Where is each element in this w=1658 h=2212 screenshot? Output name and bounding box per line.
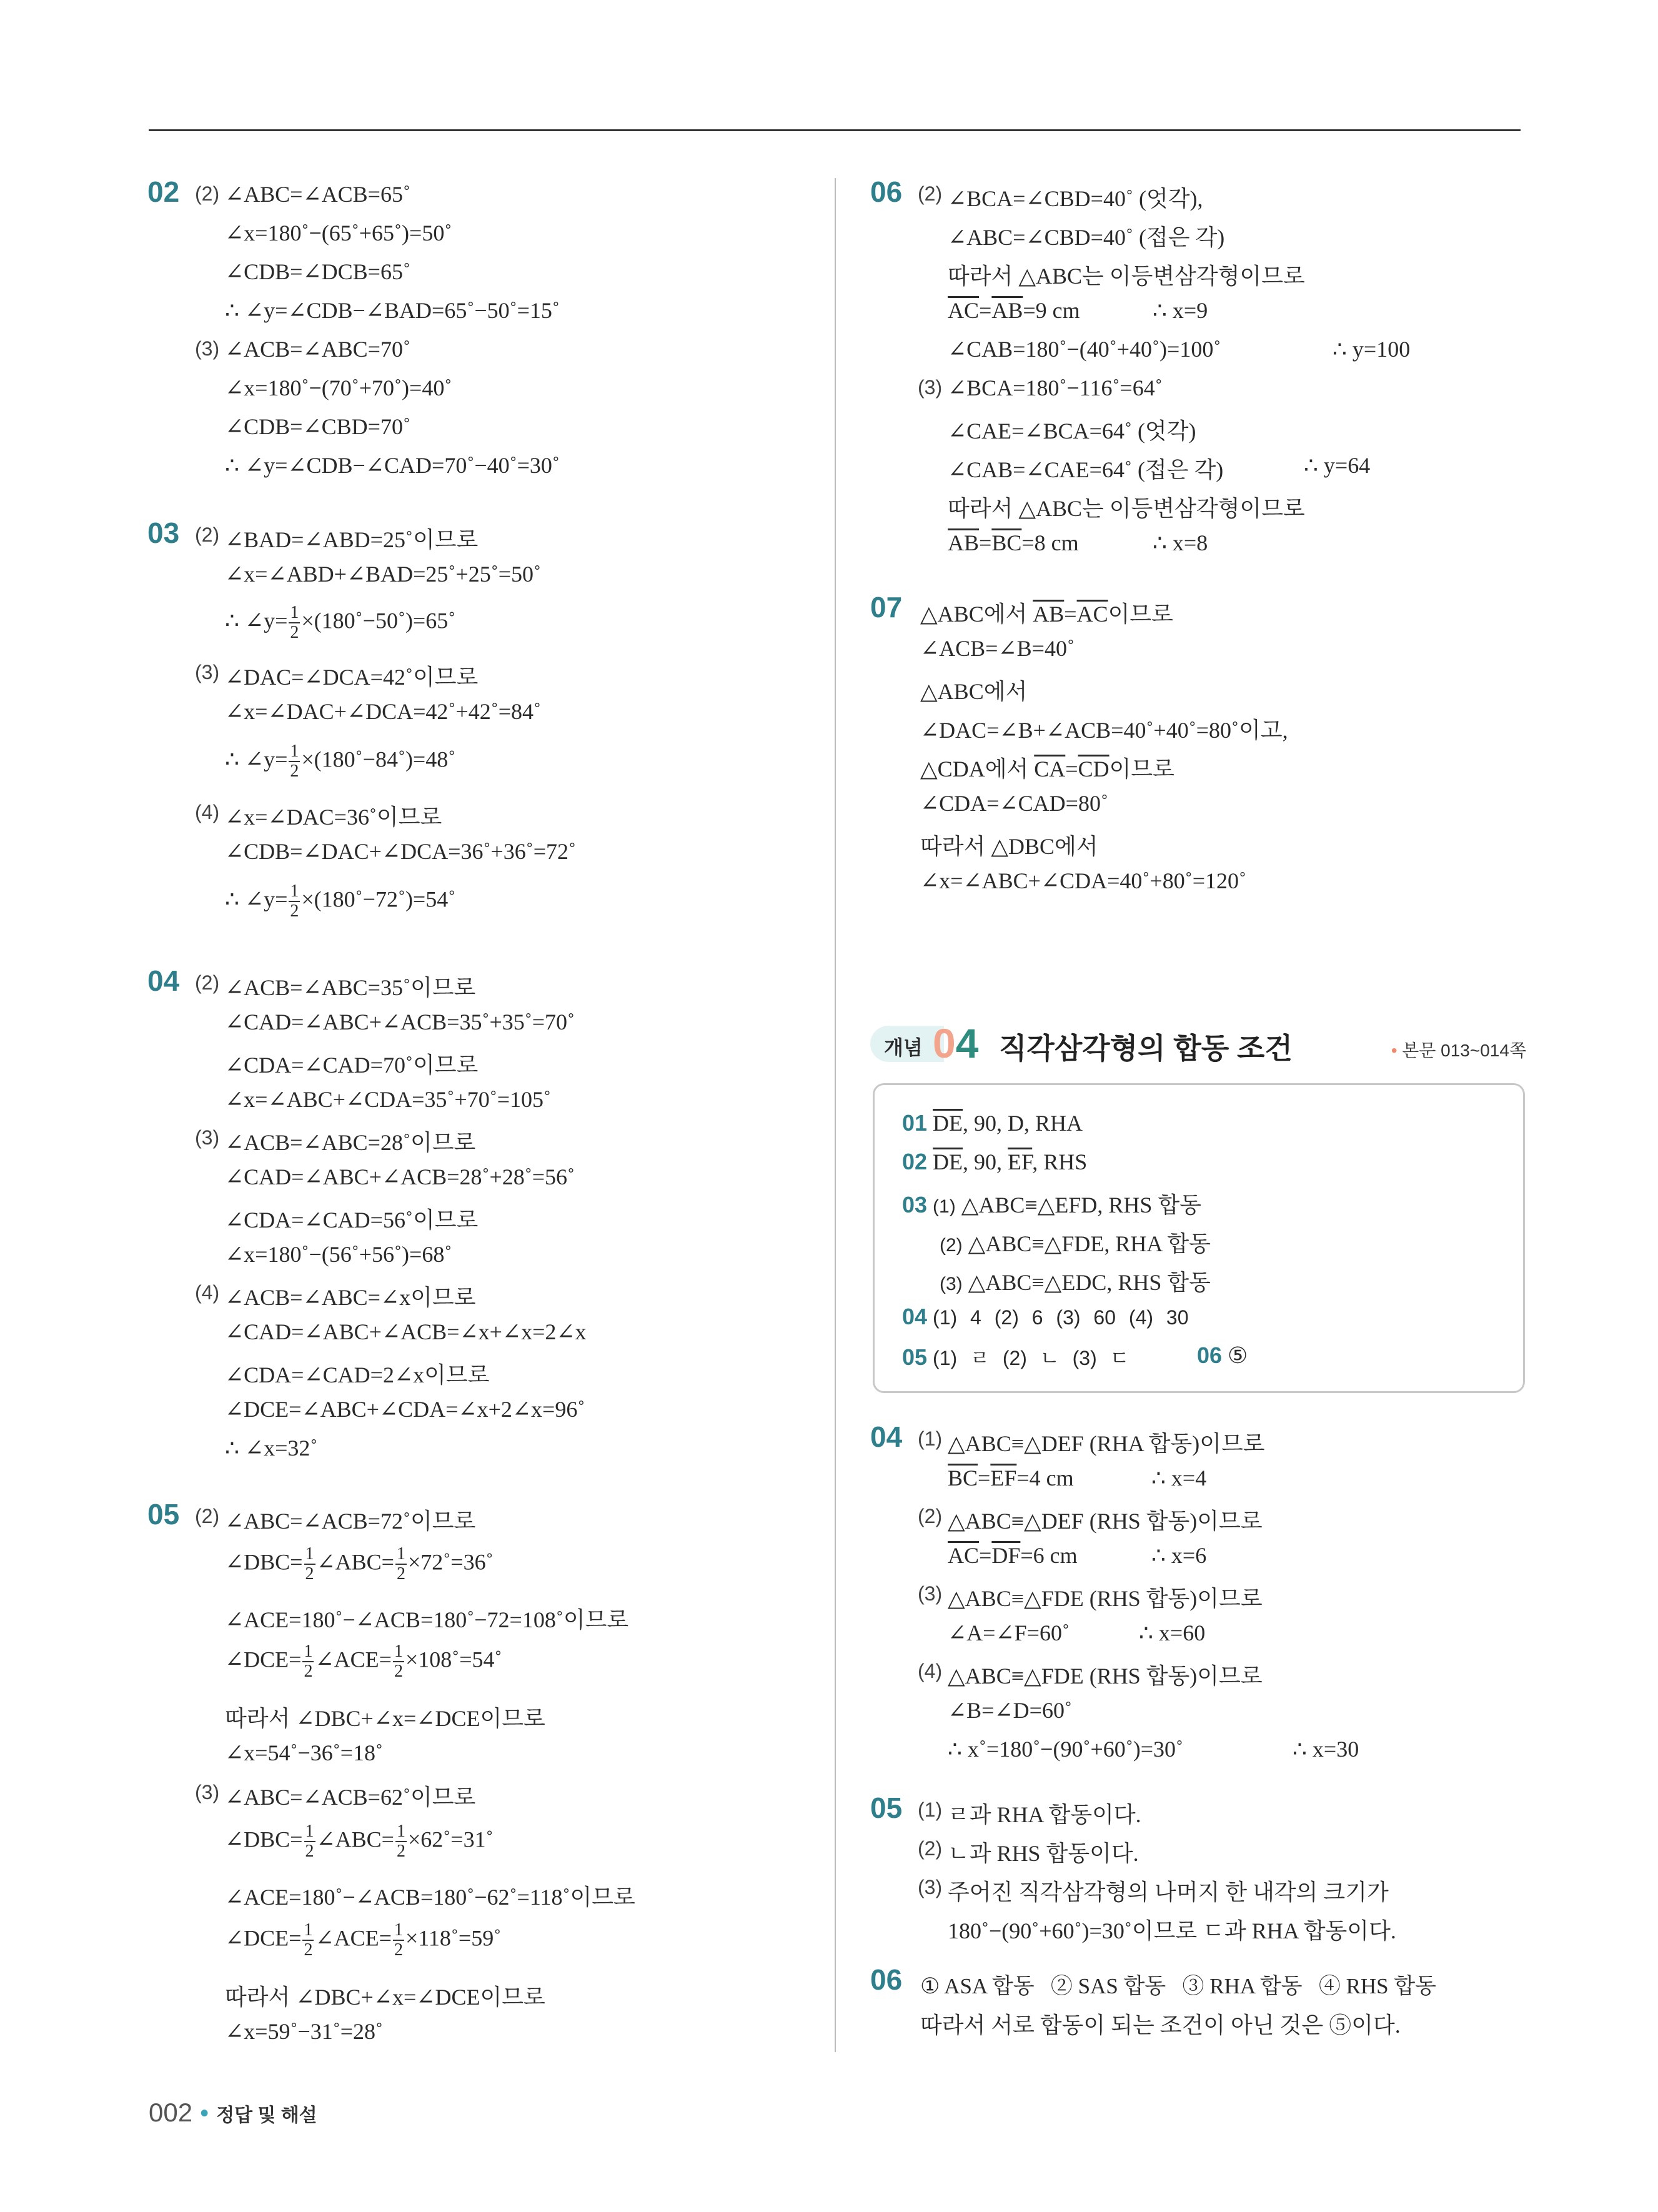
answer-number: 01 <box>902 1110 928 1136</box>
solution-line <box>948 530 1079 556</box>
solution-line <box>225 1822 494 1861</box>
solution-line: ∴ ∠x=32˚ <box>225 1436 318 1461</box>
solution-line: ∴ ∠y=∠CDB−∠BAD=65˚−50˚=15˚ <box>225 298 560 323</box>
answer-line <box>940 1226 1211 1258</box>
line-text: ∠ACE= <box>315 1647 392 1672</box>
problem-number: 05 <box>147 1498 180 1530</box>
solution-line: 180˚−(90˚+60˚)=30˚이므로 ㄷ과 RHA 합동이다. <box>948 1918 1396 1943</box>
answer-line <box>902 1342 1129 1371</box>
solution-line <box>920 751 1174 783</box>
line-text: 이므로 <box>1108 602 1173 627</box>
solution-line: ∠CDB=∠DCB=65˚ <box>225 259 410 284</box>
line-text: ∠ACE= <box>315 1925 392 1951</box>
solution-line <box>225 742 455 781</box>
line-text: ∠DCE= <box>225 1925 302 1951</box>
denominator: 2 <box>290 901 299 921</box>
denominator: 2 <box>397 1564 405 1584</box>
sub-label: (3) <box>195 337 220 360</box>
sub-label: (4) <box>195 1281 220 1304</box>
line-text: (1) ㄹ (2) ㄴ (3) ㄷ <box>933 1347 1129 1369</box>
sub-label: (3) <box>940 1274 963 1294</box>
segment: $\overline{BC}$ <box>948 1466 978 1490</box>
problem-number: 07 <box>870 591 903 623</box>
segment: $\overline{AB}$ <box>948 530 980 555</box>
segment: $\overline{DE}$ <box>933 1111 963 1136</box>
denominator: 2 <box>304 1940 313 1960</box>
numerator: 1 <box>304 1920 313 1940</box>
problem-number: 04 <box>870 1421 903 1453</box>
solution-line <box>948 1542 1078 1569</box>
segment: $\overline{AC}$ <box>948 298 980 323</box>
line-text: , 90, <box>963 1149 1008 1174</box>
line-text: =4 cm <box>1016 1466 1074 1490</box>
answer-line <box>902 1149 1087 1175</box>
problem-number: 03 <box>147 517 180 549</box>
fraction <box>289 742 300 781</box>
fraction <box>304 1822 315 1861</box>
solution-line: 따라서 서로 합동이 되는 조건이 아닌 것은 ⑤이다. <box>920 2013 1401 2038</box>
solution-line: ∠x=∠ABD+∠BAD=25˚+25˚=50˚ <box>225 562 541 587</box>
line-text: = <box>979 298 992 323</box>
problem-number: 05 <box>870 1792 903 1824</box>
solution-line: ∠x=∠ABC+∠CDA=40˚+80˚=120˚ <box>920 868 1246 893</box>
segment: $\overline{EF}$ <box>1008 1149 1033 1174</box>
line-text: ∠ABC= <box>316 1549 394 1575</box>
solution-line: ∠x=∠ABC+∠CDA=35˚+70˚=105˚ <box>225 1087 551 1112</box>
bullet-icon: • <box>200 2100 209 2127</box>
solution-line: ∴ x=60 <box>1139 1620 1206 1645</box>
solution-line: ∠CDA=∠CAD=2∠x이므로 <box>225 1362 490 1387</box>
solution-line: ∠CAD=∠ABC+∠ACB=28˚+28˚=56˚ <box>225 1164 575 1189</box>
line-text: , RHS <box>1032 1149 1088 1174</box>
line-text: =8 cm <box>1021 530 1079 555</box>
line-text: = <box>979 1543 992 1568</box>
numerator: 1 <box>305 1822 314 1841</box>
solution-line: △ABC≡△DEF (RHA 합동)이므로 <box>948 1431 1265 1456</box>
fraction <box>289 882 300 921</box>
solution-line: ㄹ과 RHA 합동이다. <box>948 1802 1141 1827</box>
line-text: ∠DBC= <box>225 1549 303 1575</box>
denominator: 2 <box>305 1564 314 1584</box>
solution-line: ∴ x=8 <box>1153 530 1208 555</box>
solution-line: ∠x=180˚−(70˚+70˚)=40˚ <box>225 375 452 400</box>
denominator: 2 <box>305 1842 314 1861</box>
solution-line: ∠B=∠D=60˚ <box>948 1698 1072 1723</box>
solution-line: ∠ABC=∠ACB=62˚이므로 <box>225 1785 476 1810</box>
solution-line: 따라서 ∠DBC+∠x=∠DCE이므로 <box>225 1985 545 2010</box>
line-text: △ABC에서 <box>920 602 1033 627</box>
page-footer <box>149 2098 317 2128</box>
solution-line: ∠x=59˚−31˚=28˚ <box>225 2019 384 2044</box>
solution-line: 따라서 △DBC에서 <box>920 834 1098 859</box>
solution-line: ∴ ∠y=∠CDB−∠CAD=70˚−40˚=30˚ <box>225 453 560 478</box>
solution-line: ∴ x=4 <box>1151 1466 1207 1490</box>
solution-line: ∠x=180˚−(56˚+56˚)=68˚ <box>225 1242 452 1267</box>
solution-line: △ABC에서 <box>920 679 1028 704</box>
segment: $\overline{AB}$ <box>991 298 1023 323</box>
sub-label: (2) <box>195 1505 220 1527</box>
denominator: 2 <box>397 1842 405 1861</box>
solution-line: ∠CDB=∠CBD=70˚ <box>225 414 410 439</box>
line-text: = <box>978 1466 991 1490</box>
column-divider <box>835 178 836 2052</box>
numerator: 1 <box>290 741 299 761</box>
page-number: 002 <box>149 2098 193 2127</box>
solution-line: ∠BAD=∠ABD=25˚이므로 <box>225 527 479 552</box>
sub-label: (4) <box>918 1660 943 1682</box>
solution-line: ∠ACE=180˚−∠ACB=180˚−62˚=118˚이므로 <box>225 1885 635 1910</box>
line-text: ×72˚=36˚ <box>408 1549 494 1575</box>
answer-line <box>902 1188 1201 1219</box>
denominator: 2 <box>394 1662 403 1681</box>
line-text: ×(180˚−72˚)=54˚ <box>301 886 456 912</box>
solution-line <box>225 603 455 642</box>
line-text: (1) 4 (2) 6 (3) 60 (4) 30 <box>933 1306 1189 1329</box>
fraction <box>393 1921 404 1960</box>
solution-line: ∠x=180˚−(65˚+65˚)=50˚ <box>225 221 452 246</box>
segment: $\overline{DF}$ <box>991 1543 1021 1568</box>
solution-line <box>225 1642 502 1681</box>
solution-line: ∠ABC=∠CBD=40˚ (접은 각) <box>948 225 1225 250</box>
sub-label: (1) <box>933 1196 956 1217</box>
solution-line: ∠ACB=∠ABC=70˚ <box>225 337 410 362</box>
solution-line <box>948 1465 1074 1491</box>
solution-line: ∠CDA=∠CAD=80˚ <box>920 791 1108 816</box>
solution-line: ∠ACB=∠B=40˚ <box>920 636 1075 661</box>
denominator: 2 <box>304 1662 313 1681</box>
line-text: ×(180˚−84˚)=48˚ <box>301 746 456 772</box>
concept-title: 직각삼각형의 합동 조건 <box>999 1032 1293 1064</box>
sub-label: (1) <box>918 1798 943 1821</box>
solution-line: ∠ACB=∠ABC=35˚이므로 <box>225 975 476 1000</box>
answer-line <box>902 1304 1189 1330</box>
solution-line: ∠ABC=∠ACB=72˚이므로 <box>225 1509 476 1534</box>
concept-number <box>933 1019 978 1067</box>
solution-line: ∴ x=30 <box>1293 1737 1359 1762</box>
solution-line: ∠CDB=∠DAC+∠DCA=36˚+36˚=72˚ <box>225 839 577 864</box>
reference-text: 본문 013~014쪽 <box>1402 1041 1526 1060</box>
sub-label: (2) <box>195 523 220 546</box>
line-text: = <box>1064 602 1077 627</box>
solution-line: ∠CAD=∠ABC+∠ACB=35˚+35˚=70˚ <box>225 1009 575 1034</box>
solution-line: ∠ACB=∠ABC=∠x이므로 <box>225 1285 476 1310</box>
numerator: 1 <box>397 1544 405 1564</box>
line-text: 이므로 <box>1109 756 1174 781</box>
fraction <box>302 1921 314 1960</box>
sub-label: (2) <box>195 182 220 205</box>
solution-line: ∠CAD=∠ABC+∠ACB=∠x+∠x=2∠x <box>225 1319 587 1344</box>
line-text: ×108˚=54˚ <box>405 1647 502 1672</box>
fraction <box>395 1545 407 1584</box>
solution-line: 따라서 △ABC는 이등변삼각형이므로 <box>948 496 1305 521</box>
sub-label: (2) <box>940 1235 963 1256</box>
sub-label: (3) <box>918 376 943 399</box>
line-text: △ABC≡△FDE, RHA 합동 <box>968 1231 1211 1256</box>
solution-line: ∠BCA=∠CBD=40˚ (엇각), <box>948 186 1203 211</box>
answer-line <box>940 1265 1211 1297</box>
concept-number-zero: 0 <box>933 1020 956 1066</box>
segment: $\overline{CD}$ <box>1078 756 1109 781</box>
segment: $\overline{CA}$ <box>1034 756 1066 781</box>
line-text: = <box>979 530 992 555</box>
sub-label: (2) <box>918 1837 943 1860</box>
line-text: , 90, D, RHA <box>963 1111 1083 1136</box>
line-text: =6 cm <box>1020 1543 1078 1568</box>
problem-number: 02 <box>147 176 180 208</box>
solution-line: ∴ x=9 <box>1153 298 1208 323</box>
line-text: ×118˚=59˚ <box>405 1925 502 1951</box>
denominator: 2 <box>290 623 299 642</box>
solution-line: ∴ y=100 <box>1333 337 1411 362</box>
answer-line <box>1197 1342 1248 1369</box>
solution-line: △ABC≡△FDE (RHS 합동)이므로 <box>948 1586 1263 1611</box>
solution-line: ∠x=∠DAC+∠DCA=42˚+42˚=84˚ <box>225 699 541 724</box>
concept-number-four: 4 <box>955 1020 979 1066</box>
solution-line: ∠CAB=∠CAE=64˚ (접은 각) <box>948 457 1224 482</box>
problem-number: 06 <box>870 1963 903 1996</box>
line-text: ∴ ∠y= <box>225 886 288 912</box>
answer-box <box>873 1083 1525 1393</box>
fraction <box>395 1822 407 1861</box>
solution-line: ∠DAC=∠DCA=42˚이므로 <box>225 665 479 690</box>
line-text: =9 cm <box>1023 298 1080 323</box>
solution-line: ∠x=54˚−36˚=18˚ <box>225 1740 384 1765</box>
answer-number: 03 <box>902 1192 928 1218</box>
segment: $\overline{AB}$ <box>1033 602 1065 627</box>
numerator: 1 <box>304 1642 313 1661</box>
segment: $\overline{AC}$ <box>1076 602 1108 627</box>
sub-label: (3) <box>195 661 220 683</box>
answer-line <box>902 1110 1083 1136</box>
line-text: ∴ ∠y= <box>225 746 288 772</box>
answer-number: 05 <box>902 1344 928 1370</box>
numerator: 1 <box>394 1642 403 1661</box>
numerator: 1 <box>290 603 299 622</box>
solution-line: ㄴ과 RHS 합동이다. <box>948 1841 1139 1866</box>
segment: $\overline{AC}$ <box>948 1543 980 1568</box>
problem-number: 04 <box>147 965 180 997</box>
solution-line: ∴ x=6 <box>1151 1543 1207 1568</box>
concept-reference <box>1391 1037 1526 1062</box>
solution-line <box>225 1921 501 1960</box>
solution-line: ∠CDA=∠CAD=56˚이므로 <box>225 1208 479 1232</box>
line-text: ∠DBC= <box>225 1827 303 1852</box>
solution-line <box>948 297 1080 324</box>
sub-label: (3) <box>918 1582 943 1605</box>
solution-line: ∠ACE=180˚−∠ACB=180˚−72=108˚이므로 <box>225 1607 629 1632</box>
numerator: 1 <box>394 1920 403 1940</box>
sub-label: (2) <box>918 182 943 205</box>
sub-label: (3) <box>195 1126 220 1149</box>
denominator: 2 <box>394 1940 403 1960</box>
sub-label: (2) <box>918 1505 943 1527</box>
fraction <box>302 1642 314 1681</box>
solution-line: ∠ABC=∠ACB=65˚ <box>225 182 410 207</box>
line-text: △CDA에서 <box>920 756 1035 781</box>
line-text: ∴ ∠y= <box>225 608 288 633</box>
solution-line: ∠CDA=∠CAD=70˚이므로 <box>225 1053 479 1078</box>
solution-line <box>225 882 455 921</box>
solution-line: ∠DCE=∠ABC+∠CDA=∠x+2∠x=96˚ <box>225 1397 585 1422</box>
bullet-icon: • <box>1391 1041 1397 1060</box>
line-text: ⑤ <box>1228 1343 1248 1368</box>
numerator: 1 <box>305 1544 314 1564</box>
top-rule <box>149 129 1521 131</box>
solution-line: ① ASA 합동 ② SAS 합동 ③ RHA 합동 ④ RHS 합동 <box>920 1974 1437 1998</box>
solution-line: ∴ x˚=180˚−(90˚+60˚)=30˚ <box>948 1737 1184 1762</box>
sub-label: (3) <box>918 1876 943 1898</box>
solution-line: ∠x=∠DAC=36˚이므로 <box>225 805 442 830</box>
denominator: 2 <box>290 761 299 781</box>
answer-number: 02 <box>902 1149 928 1174</box>
problem-number: 06 <box>870 176 903 208</box>
fraction <box>289 603 300 642</box>
solution-line <box>225 1545 494 1584</box>
solution-line: ∴ y=64 <box>1304 453 1371 478</box>
segment: $\overline{EF}$ <box>990 1466 1017 1490</box>
line-text: △ABC≡△EFD, RHS 합동 <box>961 1193 1202 1218</box>
solution-line: △ABC≡△FDE (RHS 합동)이므로 <box>948 1664 1263 1689</box>
solution-line: 따라서 △ABC는 이등변삼각형이므로 <box>948 264 1305 289</box>
solution-line: ∠CAB=180˚−(40˚+40˚)=100˚ <box>948 337 1221 362</box>
sub-label: (4) <box>195 801 220 823</box>
numerator: 1 <box>397 1822 405 1841</box>
sub-label: (1) <box>918 1427 943 1450</box>
line-text: ×62˚=31˚ <box>408 1827 494 1852</box>
solution-line: 주어진 직각삼각형의 나머지 한 내각의 크기가 <box>948 1880 1389 1905</box>
solution-line: ∠CAE=∠BCA=64˚ (엇각) <box>948 419 1196 444</box>
fraction <box>304 1545 315 1584</box>
footer-title: 정답 및 해설 <box>216 2105 317 2126</box>
line-text: = <box>1065 756 1078 781</box>
fraction <box>393 1642 404 1681</box>
line-text: △ABC≡△EDC, RHS 합동 <box>968 1270 1211 1295</box>
line-text: ∠ABC= <box>316 1827 394 1852</box>
line-text: ×(180˚−50˚)=65˚ <box>301 608 456 633</box>
solution-line: ∠ACB=∠ABC=28˚이므로 <box>225 1130 476 1155</box>
sub-label: (2) <box>195 971 220 994</box>
solution-line: ∠BCA=180˚−116˚=64˚ <box>948 375 1163 400</box>
answer-number: 06 <box>1197 1342 1223 1368</box>
segment: $\overline{BC}$ <box>991 530 1022 555</box>
solution-line: 따라서 ∠DBC+∠x=∠DCE이므로 <box>225 1706 545 1731</box>
answer-number: 04 <box>902 1304 928 1329</box>
concept-badge-label: 개념 <box>884 1036 923 1059</box>
solution-line: ∠DAC=∠B+∠ACB=40˚+40˚=80˚이고, <box>920 718 1288 743</box>
segment: $\overline{DE}$ <box>933 1149 963 1174</box>
line-text: ∠DCE= <box>225 1647 302 1672</box>
numerator: 1 <box>290 881 299 901</box>
solution-line: △ABC≡△DEF (RHS 합동)이므로 <box>948 1509 1263 1534</box>
solution-line: ∠A=∠F=60˚ <box>948 1620 1070 1645</box>
solution-line <box>920 597 1173 628</box>
sub-label: (3) <box>195 1781 220 1803</box>
concept-header <box>870 1020 1526 1066</box>
